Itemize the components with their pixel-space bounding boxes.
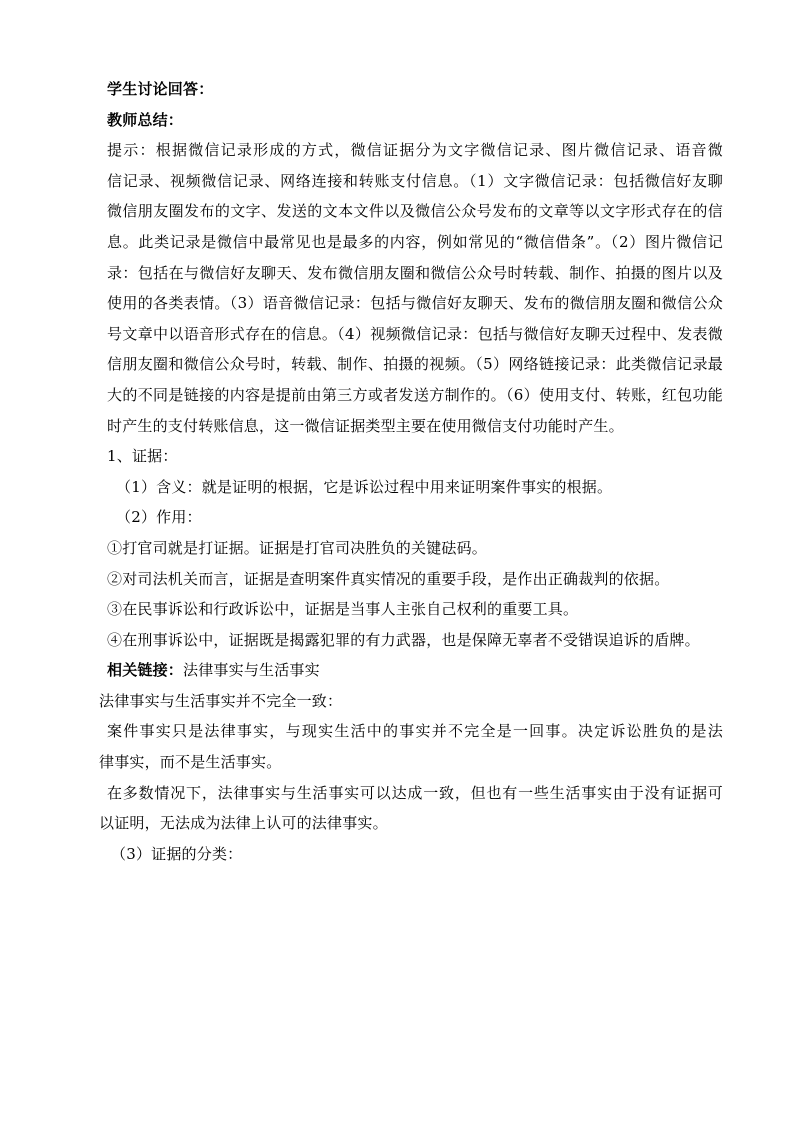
tip-line: 信记录、视频微信记录、网络连接和转账支付信息。（1）文字微信记录：包括微信好友聊: [107, 171, 723, 190]
law-fact-paragraph-2: [99, 778, 723, 839]
related-link-topic: 法律事实与生活事实: [183, 661, 320, 680]
tip-line: 信朋友圈和微信公众号时，转载、制作、拍摄的视频。（5）网络链接记录：此类微信记录最: [107, 355, 723, 374]
function-item: ③在民事诉讼和行政诉讼中，证据是当事人主张自己权利的重要工具。: [107, 600, 579, 619]
tip-paragraph: [107, 135, 723, 441]
function-item: ②对司法机关而言，证据是查明案件真实情况的重要手段，是作出正确裁判的依据。: [107, 569, 670, 588]
tip-line: 号文章中以语音形式存在的信息。（4）视频微信记录：包括与微信好友聊天过程中、发表微: [107, 324, 723, 343]
function-item: ①打官司就是打证据。证据是打官司决胜负的关键砝码。: [107, 538, 488, 557]
paragraph-line: 在多数情况下，法律事实与生活事实可以达成一致，但也有一些生活事实由于没有证据可: [107, 783, 723, 802]
tip-line: 录：包括在与微信好友聊天、发布微信朋友圈和微信公众号时转载、制作、拍摄的图片以及: [107, 263, 723, 282]
paragraph-line: 律事实，而不是生活事实。: [99, 753, 282, 772]
evidence-title: 1、证据：: [107, 447, 178, 466]
tip-line: 使用的各类表情。（3）语音微信记录：包括与微信好友聊天、发布的微信朋友圈和微信公众: [107, 294, 723, 313]
tip-line: 提示：根据微信记录形成的方式，微信证据分为文字微信记录、图片微信记录、语音微: [107, 141, 723, 160]
law-fact-paragraph-1: [99, 716, 723, 777]
heading-student-discussion: 学生讨论回答：: [107, 80, 214, 98]
document-body: [99, 74, 723, 869]
evidence-classification: （3）证据的分类：: [111, 844, 243, 863]
tip-line: 时产生的支付转账信息，这一微信证据类型主要在使用微信支付功能时产生。: [107, 416, 624, 435]
heading-teacher-summary: 教师总结：: [107, 110, 184, 129]
related-intro: 法律事实与生活事实并不完全一致：: [99, 691, 343, 710]
evidence-function-title: （2）作用：: [116, 508, 202, 527]
tip-line: 微信朋友圈发布的文字、发送的文本文件以及微信公众号发布的文章等以文字形式存在的信: [107, 202, 723, 221]
related-link-label: 相关链接：: [107, 661, 184, 680]
function-item: ④在刑事诉讼中，证据既是揭露犯罪的有力武器，也是保障无辜者不受错误追诉的盾牌。: [107, 630, 700, 649]
paragraph-line: 以证明，无法成为法律上认可的法律事实。: [99, 814, 388, 833]
tip-line: 大的不同是链接的内容是提前由第三方或者发送方制作的。（6）使用支付、转账，红包功能: [107, 385, 723, 404]
related-link-line: [107, 655, 723, 686]
tip-line: 息。此类记录是微信中最常见也是最多的内容，例如常见的“微信借条”。（2）图片微信记: [107, 232, 723, 251]
evidence-meaning: （1）含义：就是证明的根据，它是诉讼过程中用来证明案件事实的根据。: [116, 477, 613, 496]
paragraph-line: 案件事实只是法律事实，与现实生活中的事实并不完全是一回事。决定诉讼胜负的是法: [107, 722, 723, 741]
